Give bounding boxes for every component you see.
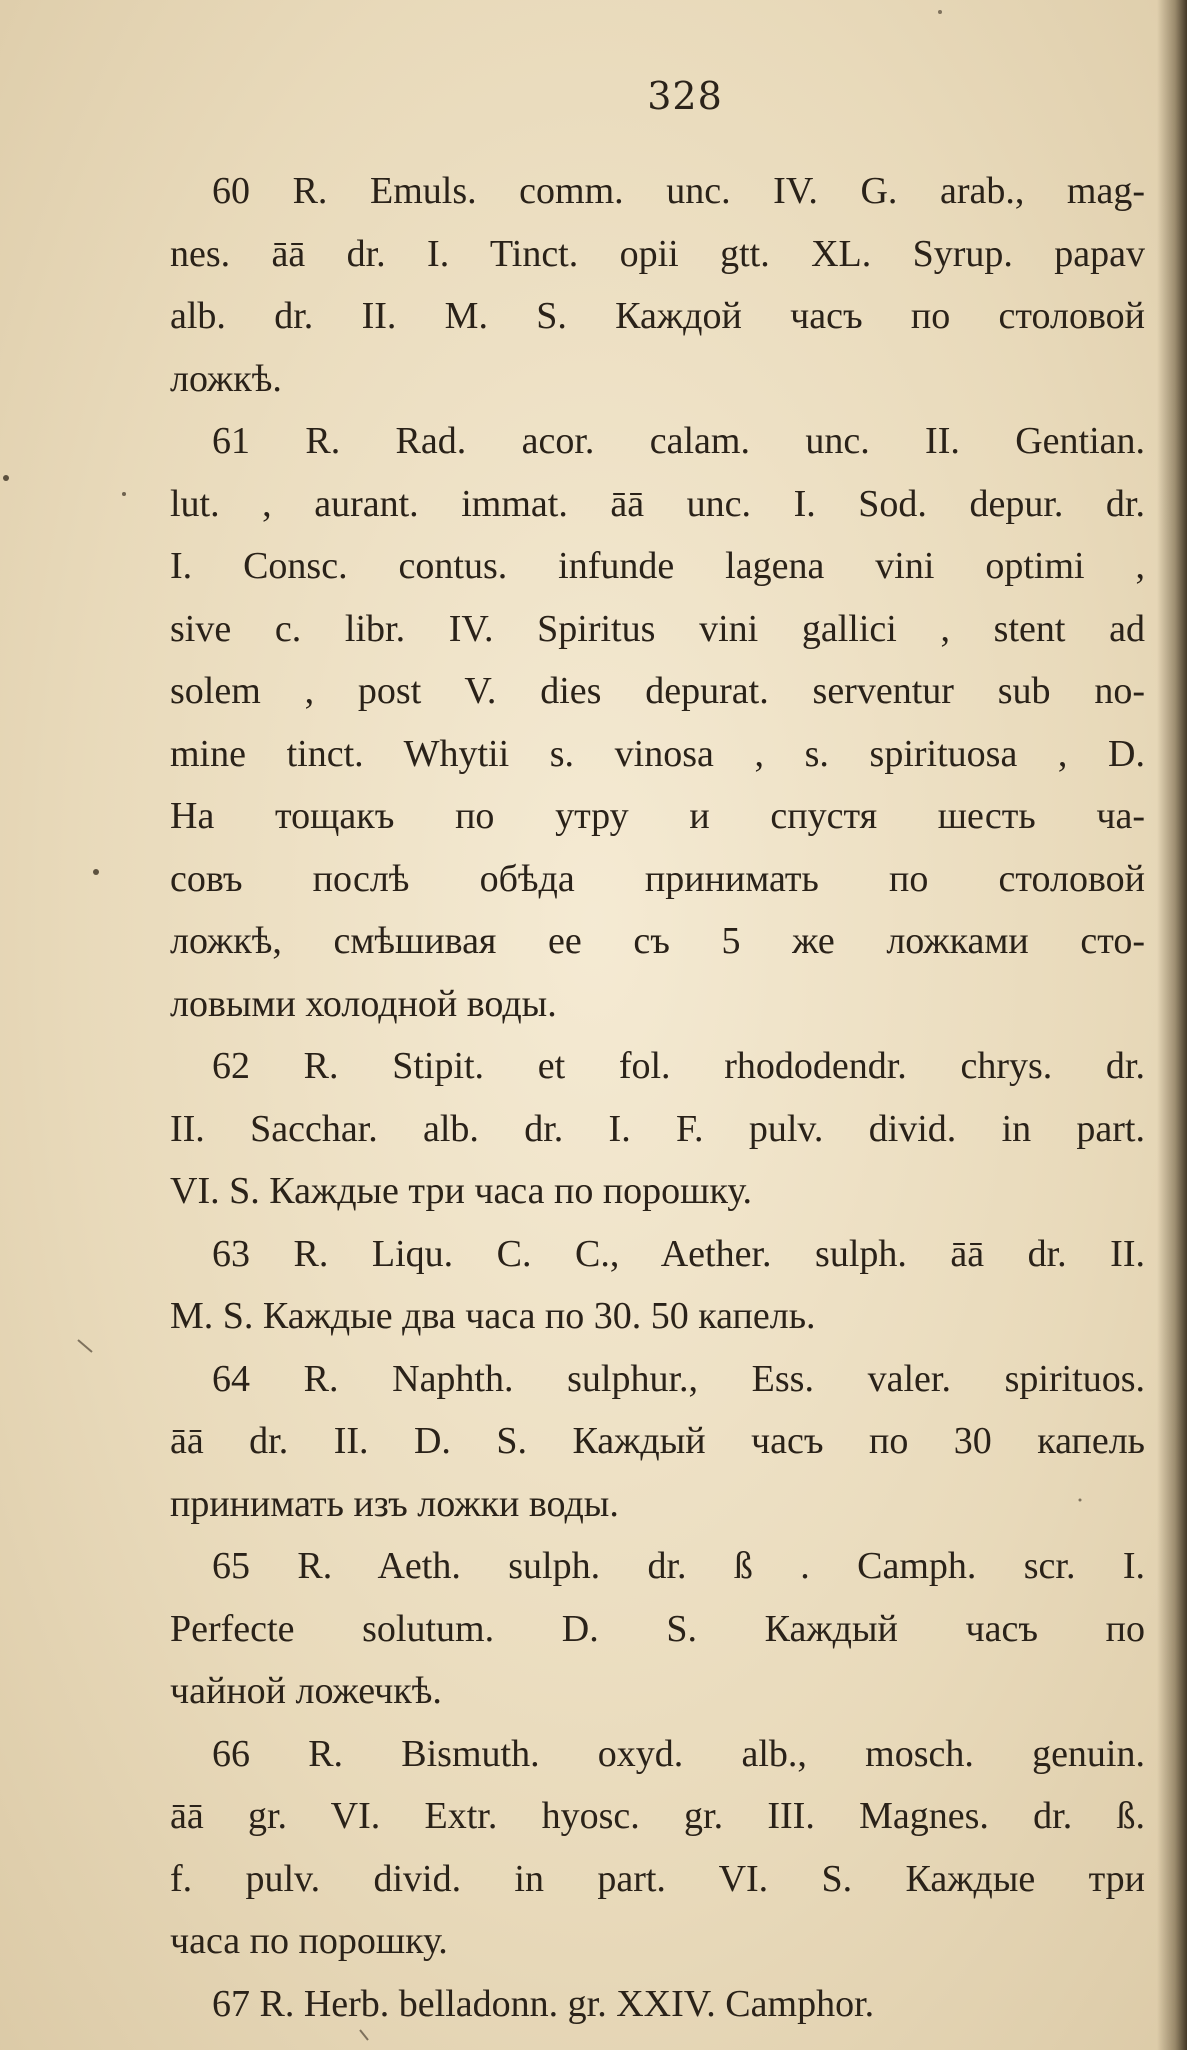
text-line: 63 R. Liqu. C. C., Aether. sulph. āā dr. II.: [212, 1232, 1145, 1275]
text-line: M. S. Каждые два часа по 30. 50 капель.: [170, 1295, 816, 1337]
text-line: solem , post V. dies depurat. serventur sub no-: [170, 670, 1145, 712]
text-line: lut. , aurant. immat. āā unc. I. Sod. depur. dr.: [170, 482, 1145, 525]
text-line: совъ послѣ обѣда принимать по столовой: [170, 857, 1145, 900]
text-line: часа по порошку.: [170, 1920, 448, 1962]
text-line: alb. dr. II. M. S. Каждой часъ по столовой: [170, 295, 1145, 337]
text-line: āā gr. VI. Extr. hyosc. gr. III. Magnes. dr. ß.: [170, 1795, 1145, 1837]
text-line: I. Consc. contus. infunde lagena vini optimi ,: [170, 545, 1145, 587]
text-line: mine tinct. Whytii s. vinosa , s. spirituosa , D.: [170, 732, 1145, 775]
page-number: 328: [647, 74, 723, 118]
text-line: II. Sacchar. alb. dr. I. F. pulv. divid. in part.: [170, 1107, 1145, 1150]
text-line: ложкѣ.: [170, 357, 282, 400]
text-line: sive c. libr. IV. Spiritus vini gallici , stent ad: [170, 607, 1145, 650]
text-line: nes. āā dr. I. Tinct. opii gtt. XL. Syrup. papav: [170, 232, 1145, 275]
text-line: 66 R. Bismuth. oxyd. alb., mosch. genuin.: [212, 1732, 1145, 1775]
text-line: āā dr. II. D. S. Каждый часъ по 30 капель: [170, 1420, 1145, 1462]
page-gutter-shadow: [1157, 0, 1187, 2050]
text-line: VI. S. Каждые три часа по порошку.: [170, 1170, 753, 1212]
text-line: 65 R. Aeth. sulph. dr. ß . Camph. scr. I.: [212, 1545, 1145, 1587]
prescription-text: [170, 160, 1145, 2035]
text-line: принимать изъ ложки воды.: [170, 1482, 619, 1525]
text-line: 67 R. Herb. belladonn. gr. XXIV. Camphor.: [212, 1982, 875, 2025]
text-line: f. pulv. divid. in part. VI. S. Каждые три: [170, 1857, 1145, 1900]
text-line: ложкѣ, смѣшивая ее съ 5 же ложками сто-: [170, 920, 1145, 962]
text-line: 61 R. Rad. acor. calam. unc. II. Gentian.: [212, 420, 1145, 462]
text-line: ловыми холодной воды.: [170, 982, 557, 1025]
text-line: На тощакъ по утру и спустя шесть ча-: [170, 795, 1145, 837]
text-line: 64 R. Naphth. sulphur., Ess. valer. spirituos.: [212, 1357, 1145, 1400]
text-line: 62 R. Stipit. et fol. rhododendr. chrys. dr.: [212, 1045, 1145, 1087]
text-line: чайной ложечкѣ.: [170, 1670, 442, 1712]
text-line: Perfecte solutum. D. S. Каждый часъ по: [170, 1607, 1145, 1650]
text-line: 60 R. Emuls. comm. unc. IV. G. arab., mag-: [212, 170, 1145, 212]
